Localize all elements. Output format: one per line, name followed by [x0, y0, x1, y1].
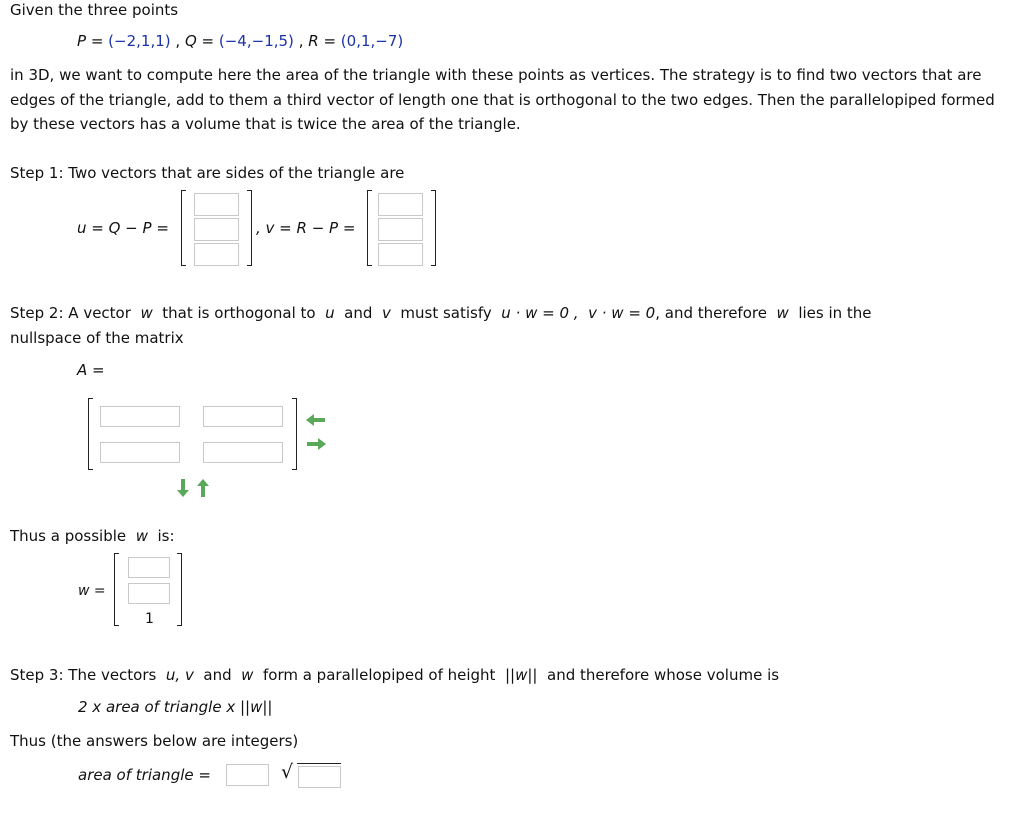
v-x-input[interactable] — [378, 193, 423, 216]
answers-note: Thus (the answers below are integers) — [10, 732, 299, 750]
v-bracket-right — [431, 190, 436, 266]
u-expression: u = Q − P = — [77, 219, 169, 237]
sqrt-icon: √ — [281, 761, 294, 783]
p-value: (−2,1,1) — [108, 32, 171, 50]
a11-input[interactable] — [100, 406, 180, 427]
r-label: R — [308, 32, 319, 50]
add-column-arrow-icon[interactable] — [305, 437, 327, 451]
w-bracket-left — [114, 553, 119, 626]
step3-line: Step 3: The vectors u, v and w form a parallelopiped of height ||w|| and therefore whose volume is — [10, 666, 780, 684]
w-y-input[interactable] — [128, 583, 170, 604]
a21-input[interactable] — [100, 442, 180, 463]
u-y-input[interactable] — [194, 218, 239, 241]
p-label: P — [77, 32, 87, 50]
add-row-arrow-icon[interactable] — [176, 478, 190, 498]
u-z-input[interactable] — [194, 243, 239, 266]
intro-description: in 3D, we want to compute here the area of the triangle with these points as vertices. The strategy is to find two vectors that are edges of the triangle, add to them a third vector of length one that is orthogonal to the two edges. Then the parallelopiped formed by these vectors has a volume that is twice the area of the triangle. — [10, 66, 995, 133]
area-coefficient-input[interactable] — [226, 764, 269, 786]
w-x-input[interactable] — [128, 557, 170, 578]
v-z-input[interactable] — [378, 243, 423, 266]
u-bracket-left — [181, 190, 186, 266]
a-bracket-right — [292, 398, 297, 470]
v-y-input[interactable] — [378, 218, 423, 241]
w-bracket-right — [177, 553, 182, 626]
area-radicand-input[interactable] — [298, 766, 341, 788]
points-line: P = (−2,1,1) , Q = (−4,−1,5) , R = (0,1,−7) — [77, 32, 404, 50]
given-heading: Given the three points — [10, 1, 179, 19]
matrix-a-label: A = — [77, 361, 105, 379]
area-label: area of triangle = — [78, 766, 211, 784]
u-x-input[interactable] — [194, 193, 239, 216]
possible-w-text: Thus a possible w is: — [10, 527, 175, 545]
step1-text: Step 1: Two vectors that are sides of the triangle are — [10, 164, 405, 182]
q-label: Q — [184, 32, 197, 50]
v-expression: , v = R − P = — [256, 219, 356, 237]
v-bracket-left — [367, 190, 372, 266]
step2-line1: Step 2: A vector w that is orthogonal to u and v must satisfy u · w = 0 , v · w = 0, and therefore w lies in the — [10, 304, 872, 322]
volume-formula: 2 x area of triangle x ||w|| — [78, 698, 273, 716]
step2-line2: nullspace of the matrix — [10, 329, 184, 347]
a-bracket-left — [88, 398, 93, 470]
r-value: (0,1,−7) — [340, 32, 404, 50]
sqrt-overline — [297, 763, 341, 764]
w-label: w = — [78, 583, 106, 599]
a12-input[interactable] — [203, 406, 283, 427]
remove-row-arrow-icon[interactable] — [196, 478, 210, 498]
u-bracket-right — [247, 190, 252, 266]
remove-column-arrow-icon[interactable] — [305, 413, 327, 427]
q-value: (−4,−1,5) — [218, 32, 294, 50]
a22-input[interactable] — [203, 442, 283, 463]
w-z-value: 1 — [145, 611, 154, 627]
